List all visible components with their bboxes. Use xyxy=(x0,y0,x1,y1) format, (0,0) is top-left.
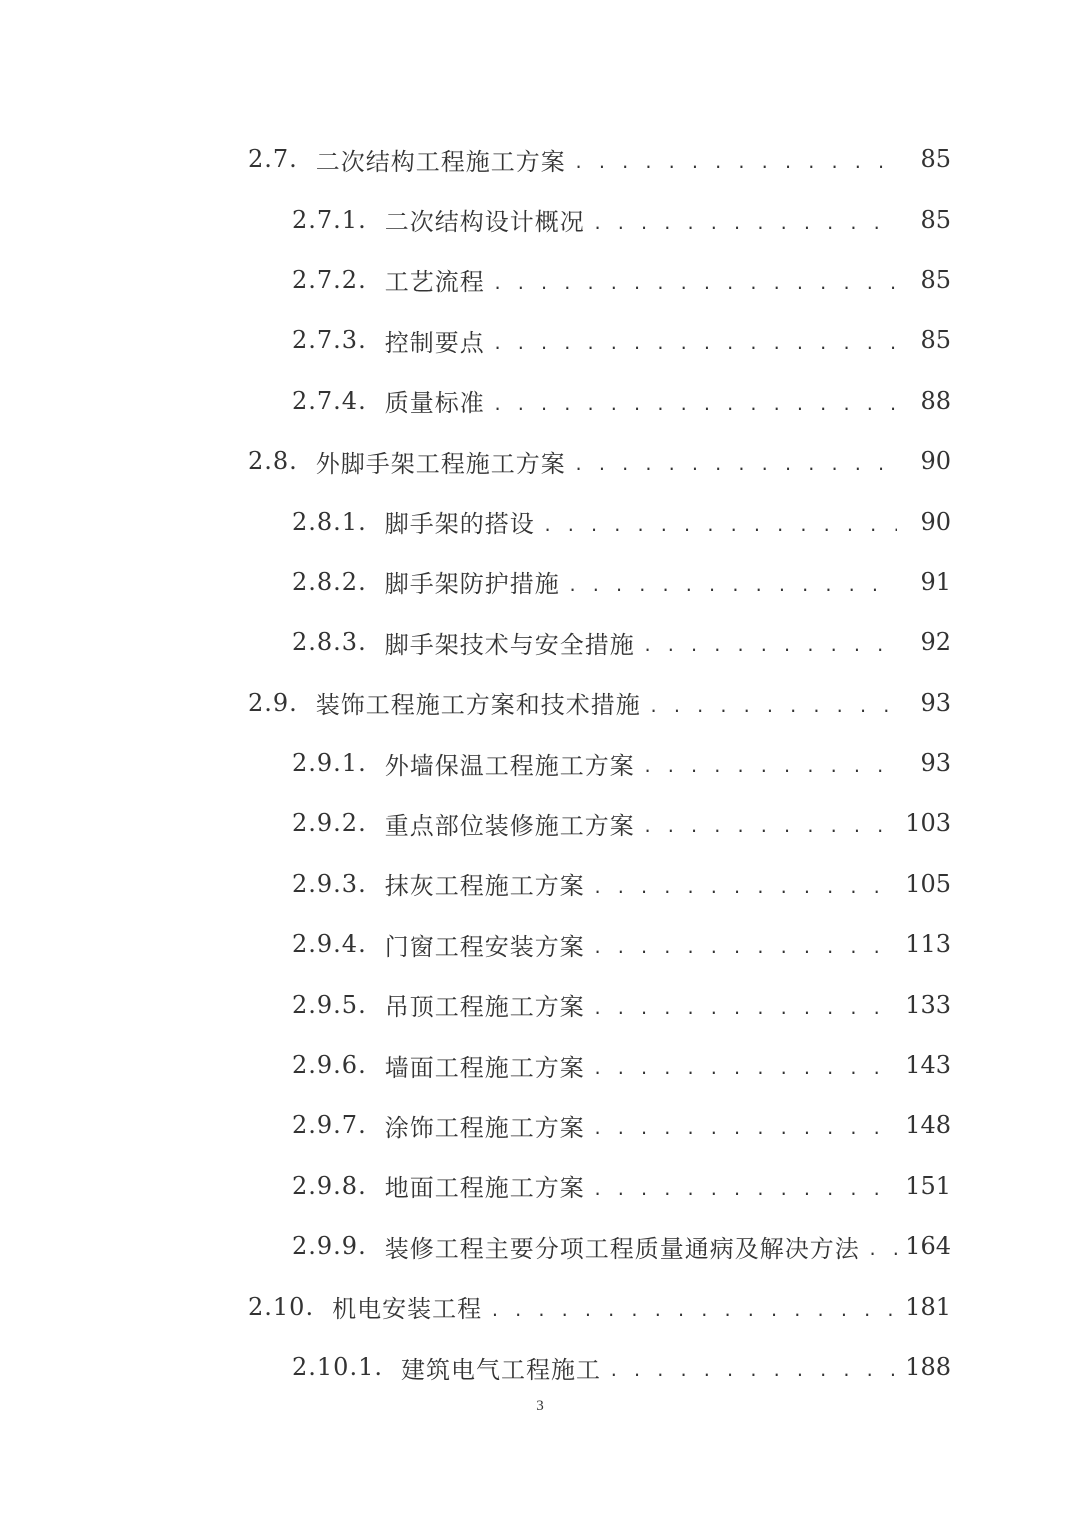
toc-entry[interactable] xyxy=(0,914,1080,974)
toc-entry-title: 工艺流程 xyxy=(384,268,485,297)
toc-dot-leader xyxy=(593,212,897,236)
toc-entry-page: 88 xyxy=(920,386,951,415)
toc-entry[interactable] xyxy=(0,552,1080,612)
toc-entry-page: 143 xyxy=(905,1051,951,1080)
toc-entry[interactable] xyxy=(0,310,1080,370)
toc-entry-number: 2.8.3. xyxy=(292,628,367,657)
toc-entry-page: 91 xyxy=(920,567,951,596)
toc-entry-page: 113 xyxy=(905,930,951,959)
toc-entry-number: 2.8.2. xyxy=(292,567,367,596)
page-number: 3 xyxy=(536,1398,544,1414)
toc-dot-leader xyxy=(493,393,897,417)
toc-entry[interactable] xyxy=(0,854,1080,914)
toc-entry[interactable] xyxy=(0,1156,1080,1216)
toc-dot-leader xyxy=(593,1117,897,1141)
toc-entry[interactable] xyxy=(0,431,1080,491)
toc-entry-title: 二次结构工程施工方案 xyxy=(315,147,566,176)
toc-entry-title: 二次结构设计概况 xyxy=(384,208,585,237)
toc-entry-title: 门窗工程安装方案 xyxy=(384,932,585,961)
toc-entry-number: 2.9.7. xyxy=(292,1111,367,1140)
toc-dot-leader xyxy=(593,1178,897,1202)
toc-entry-number: 2.9.6. xyxy=(292,1051,367,1080)
toc-dot-leader xyxy=(593,876,897,900)
toc-entry-number: 2.9. xyxy=(248,688,298,717)
toc-dot-leader xyxy=(643,815,897,839)
toc-entry-page: 105 xyxy=(905,869,951,898)
toc-entry-page: 93 xyxy=(920,749,951,778)
toc-entry-page: 164 xyxy=(905,1232,951,1261)
toc-entry-title: 脚手架的搭设 xyxy=(384,510,535,539)
table-of-contents xyxy=(0,129,1080,1397)
toc-entry-number: 2.8.1. xyxy=(292,507,367,536)
toc-entry-title: 涂饰工程施工方案 xyxy=(384,1113,585,1142)
toc-dot-leader xyxy=(493,272,897,296)
toc-entry-number: 2.7.4. xyxy=(292,386,367,415)
toc-entry[interactable] xyxy=(0,974,1080,1034)
toc-entry-page: 90 xyxy=(920,507,951,536)
toc-entry-page: 188 xyxy=(905,1353,951,1381)
toc-entry[interactable] xyxy=(0,793,1080,853)
toc-entry-title: 装修工程主要分项工程质量通病及解决方法 xyxy=(384,1234,860,1263)
toc-entry-number: 2.9.1. xyxy=(292,749,367,778)
toc-dot-leader xyxy=(643,634,897,658)
toc-entry-title: 控制要点 xyxy=(384,328,485,357)
toc-dot-leader xyxy=(593,936,897,960)
toc-entry-title: 墙面工程施工方案 xyxy=(384,1053,585,1082)
toc-entry-number: 2.8. xyxy=(248,447,298,476)
toc-dot-leader xyxy=(649,695,897,719)
toc-entry-page: 85 xyxy=(920,205,951,234)
toc-entry[interactable] xyxy=(0,250,1080,310)
toc-dot-leader xyxy=(568,574,897,598)
toc-entry-number: 2.9.9. xyxy=(292,1232,367,1261)
toc-entry-number: 2.7. xyxy=(248,145,298,174)
toc-entry-page: 85 xyxy=(920,265,951,294)
toc-entry-page: 85 xyxy=(920,326,951,355)
toc-entry-number: 2.9.4. xyxy=(292,930,367,959)
toc-entry-title: 外墙保温工程施工方案 xyxy=(384,751,635,780)
toc-dot-leader xyxy=(543,514,897,538)
toc-entry[interactable] xyxy=(0,189,1080,249)
toc-entry-title: 外脚手架工程施工方案 xyxy=(315,449,566,478)
toc-entry[interactable] xyxy=(0,733,1080,793)
toc-entry[interactable] xyxy=(0,673,1080,733)
toc-dot-leader xyxy=(593,997,897,1021)
toc-entry-page: 151 xyxy=(905,1171,951,1200)
toc-entry-number: 2.9.2. xyxy=(292,809,367,838)
toc-entry[interactable] xyxy=(0,129,1080,189)
toc-entry-title: 脚手架防护措施 xyxy=(384,570,560,599)
toc-entry-title: 建筑电气工程施工 xyxy=(400,1355,601,1384)
toc-entry-title: 抹灰工程施工方案 xyxy=(384,872,585,901)
toc-entry-page: 85 xyxy=(920,145,951,174)
toc-entry-page: 133 xyxy=(905,990,951,1019)
toc-dot-leader xyxy=(593,1057,897,1081)
toc-entry-title: 机电安装工程 xyxy=(332,1295,483,1324)
toc-entry[interactable] xyxy=(0,612,1080,672)
toc-entry-page: 90 xyxy=(920,447,951,476)
toc-entry[interactable] xyxy=(0,1035,1080,1095)
toc-entry-number: 2.9.5. xyxy=(292,990,367,1019)
toc-entry-title: 质量标准 xyxy=(384,389,485,418)
toc-entry-number: 2.10. xyxy=(248,1292,315,1321)
toc-entry-title: 重点部位装修施工方案 xyxy=(384,811,635,840)
toc-entry[interactable] xyxy=(0,371,1080,431)
toc-entry[interactable] xyxy=(0,1095,1080,1155)
toc-entry-title: 装饰工程施工方案和技术措施 xyxy=(315,691,641,720)
toc-entry-number: 2.9.8. xyxy=(292,1171,367,1200)
toc-entry[interactable] xyxy=(0,491,1080,551)
toc-entry-page: 92 xyxy=(920,628,951,657)
toc-dot-leader xyxy=(643,755,897,779)
toc-dot-leader xyxy=(609,1359,897,1383)
toc-entry[interactable] xyxy=(0,1337,1080,1397)
toc-dot-leader xyxy=(868,1238,897,1262)
toc-entry-number: 2.10.1. xyxy=(292,1353,383,1381)
toc-dot-leader xyxy=(574,453,897,477)
toc-entry[interactable] xyxy=(0,1276,1080,1336)
toc-entry-title: 脚手架技术与安全措施 xyxy=(384,630,635,659)
toc-dot-leader xyxy=(490,1299,897,1323)
toc-entry-number: 2.7.1. xyxy=(292,205,367,234)
toc-entry-page: 103 xyxy=(905,809,951,838)
toc-entry-page: 181 xyxy=(905,1292,951,1321)
toc-entry-number: 2.9.3. xyxy=(292,869,367,898)
toc-dot-leader xyxy=(574,151,897,175)
toc-entry-page: 148 xyxy=(905,1111,951,1140)
toc-entry[interactable] xyxy=(0,1216,1080,1276)
toc-entry-title: 地面工程施工方案 xyxy=(384,1174,585,1203)
toc-entry-number: 2.7.2. xyxy=(292,265,367,294)
toc-entry-title: 吊顶工程施工方案 xyxy=(384,993,585,1022)
toc-dot-leader xyxy=(493,332,897,356)
toc-entry-number: 2.7.3. xyxy=(292,326,367,355)
toc-entry-page: 93 xyxy=(920,688,951,717)
